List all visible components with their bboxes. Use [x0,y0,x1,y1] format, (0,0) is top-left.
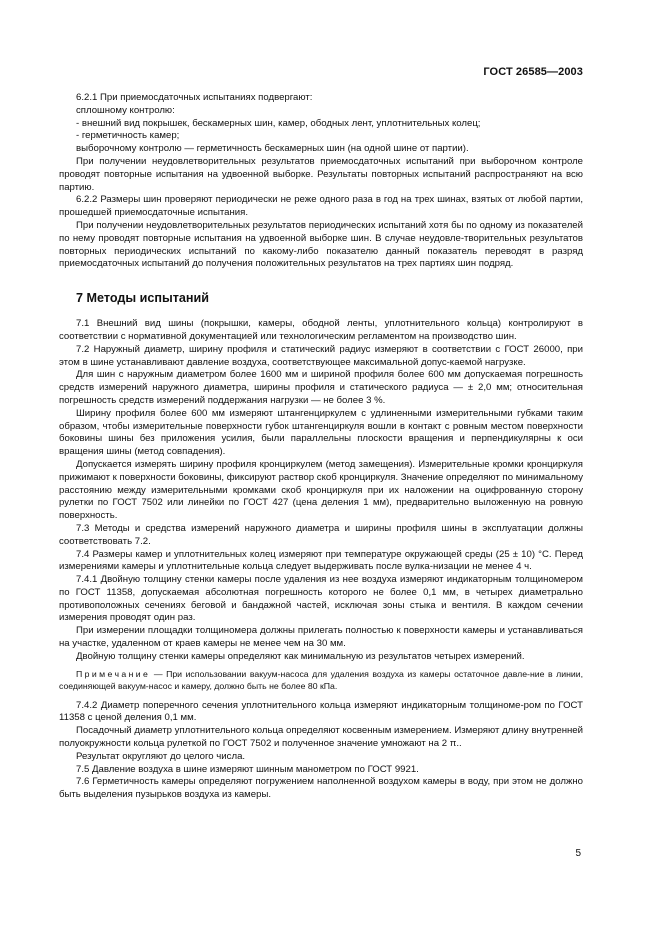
paragraph: 7.4.2 Диаметр поперечного сечения уплотнительного кольца измеряют индикаторным толщиноме-ром по ГОСТ 11358 с ценой деления 0,1 мм. [59,699,583,724]
paragraph: Ширину профиля более 600 мм измеряют штангенциркулем с удлиненными измерительными губками таким образом, чтобы измерительные поверхности губок штангенциркуля вошли в контакт с ровным местом поверхности боковины шины без приложения усилия, были параллельны плоскости вращения и перпендикулярны к оси вращения шины (метод совпадения). [59,407,583,458]
list-item: - внешний вид покрышек, бескамерных шин, камер, ободных лент, уплотнительных колец; [76,117,481,129]
note [59,668,583,692]
paragraph: Для шин с наружным диаметром более 1600 мм и шириной профиля более 600 мм допускаемая погрешность средств измерений наружного диаметра, ширины профиля и статического радиуса — ± 2,0 мм; относительная погрешность средств измерений поддержания нагрузки — не более 3 %. [59,369,583,406]
note-label: Примечание [76,668,151,679]
paragraph: При получении неудовлетворительных результатов приемосдаточных испытаний при выборочном контроле проводят повторные испытания на удвоенной выборке. Результаты повторных испытаний распространяют на всю партию. [59,155,583,193]
paragraph: 6.2.2 Размеры шин проверяют периодически не реже одного раза в год на трех шинах, взятых от любой партии, прошедшей приемосдаточные испытания. [59,194,583,219]
paragraph: 6.2.1 При приемосдаточных испытаниях подвергают: [76,92,313,103]
paragraph: 7.3 Методы и средства измерений наружного диаметра и ширины профиля шины в эксплуатации должны соответствовать 7.2. [59,522,583,547]
page-number: 5 [575,848,581,859]
section-heading: 7 Методы испытаний [76,291,209,306]
paragraph: Допускается измерять ширину профиля кронциркулем (метод замещения). Измерительные кромки кронциркуля прижимают к поверхности боковины, фиксируют раствор скоб кронциркуля. Значение определяют по минимальному расстоянию между измерительными кромками скоб кронциркуля при их наложении на оцифрованную сторону рулетки по ГОСТ 7502 или линейки по ГОСТ 427 (цена деления 1 мм), предварительно выложенную на ровную поверхность. [59,458,583,522]
paragraph: Посадочный диаметр уплотнительного кольца определяют косвенным измерением. Измеряют длину внутренней полуокружности кольца рулеткой по ГОСТ 7502 и полученное значение умножают на 2 π.. [59,725,583,750]
paragraph: 7.6 Герметичность камеры определяют погружением наполненной воздухом камеры в воду, при этом не должно быть выделения пузырьков воздуха из камеры. [59,776,583,801]
paragraph: 7.4.1 Двойную толщину стенки камеры после удаления из нее воздуха измеряют индикаторным толщиномером по ГОСТ 11358, допускаемая абсолютная погрешность которого не более 0,1 мм, в четырех диаметрально противоположных сечениях беговой и бандажной частей, исключая зоны стыка и вентиля. В каждом сечении измерения проводят один раз. [59,574,583,624]
document-body [59,92,583,802]
paragraph: При измерении площадки толщиномера должны прилегать полностью к поверхности камеры и устанавливаться на участке, удаленном от краев камеры не менее чем на 30 мм. [59,625,583,650]
note-text: — При использовании вакуум-насоса для удаления воздуха из камеры остаточное давле-ние в линии, соединяющей вакуум-насос и камеру, должно быть не более 80 кПа. [59,668,583,691]
paragraph: При получении неудовлетворительных результатов периодических испытаний хотя бы по одному из показателей по нему проводят повторные испытания на удвоенной выборке шин. В случае неудовле-творительных результатов повторных периодических испытаний по какому-либо показателю данный показатель переводят в разряд приемосдаточных испытаний до получения положительных результатов на трех партиях шин подряд. [59,219,583,270]
paragraph: 7.4 Размеры камер и уплотнительных колец измеряют при температуре окружающей среды (25 ± 10) °С. Перед измерениями камеры и уплотнительные кольца следует выдерживать после вулка-низации не менее 4 ч. [59,548,583,573]
list-item: - герметичность камер; [76,130,180,142]
paragraph: 7.1 Внешний вид шины (покрышки, камеры, ободной ленты, уплотнительного кольца) контролируют в соответствии с нормативной документацией или технологическим регламентом на производство шин. [59,318,583,342]
paragraph: 7.5 Давление воздуха в шине измеряют шинным манометром по ГОСТ 9921. [76,763,419,775]
paragraph: Результат округляют до целого числа. [76,750,246,762]
paragraph: 7.2 Наружный диаметр, ширину профиля и статический радиус измеряют в соответствии с ГОСТ 26000, при этом в шине устанавливают давление воздуха, соответствующее максимальной допус-каемой нагрузке. [59,343,583,368]
paragraph: Двойную толщину стенки камеры определяют как минимальную из результатов четырех измерений. [76,650,525,662]
paragraph: сплошному контролю: [76,104,175,116]
document-header: ГОСТ 26585—2003 [483,66,583,78]
paragraph: выборочному контролю — герметичность бескамерных шин (на одной шине от партии). [76,143,469,155]
